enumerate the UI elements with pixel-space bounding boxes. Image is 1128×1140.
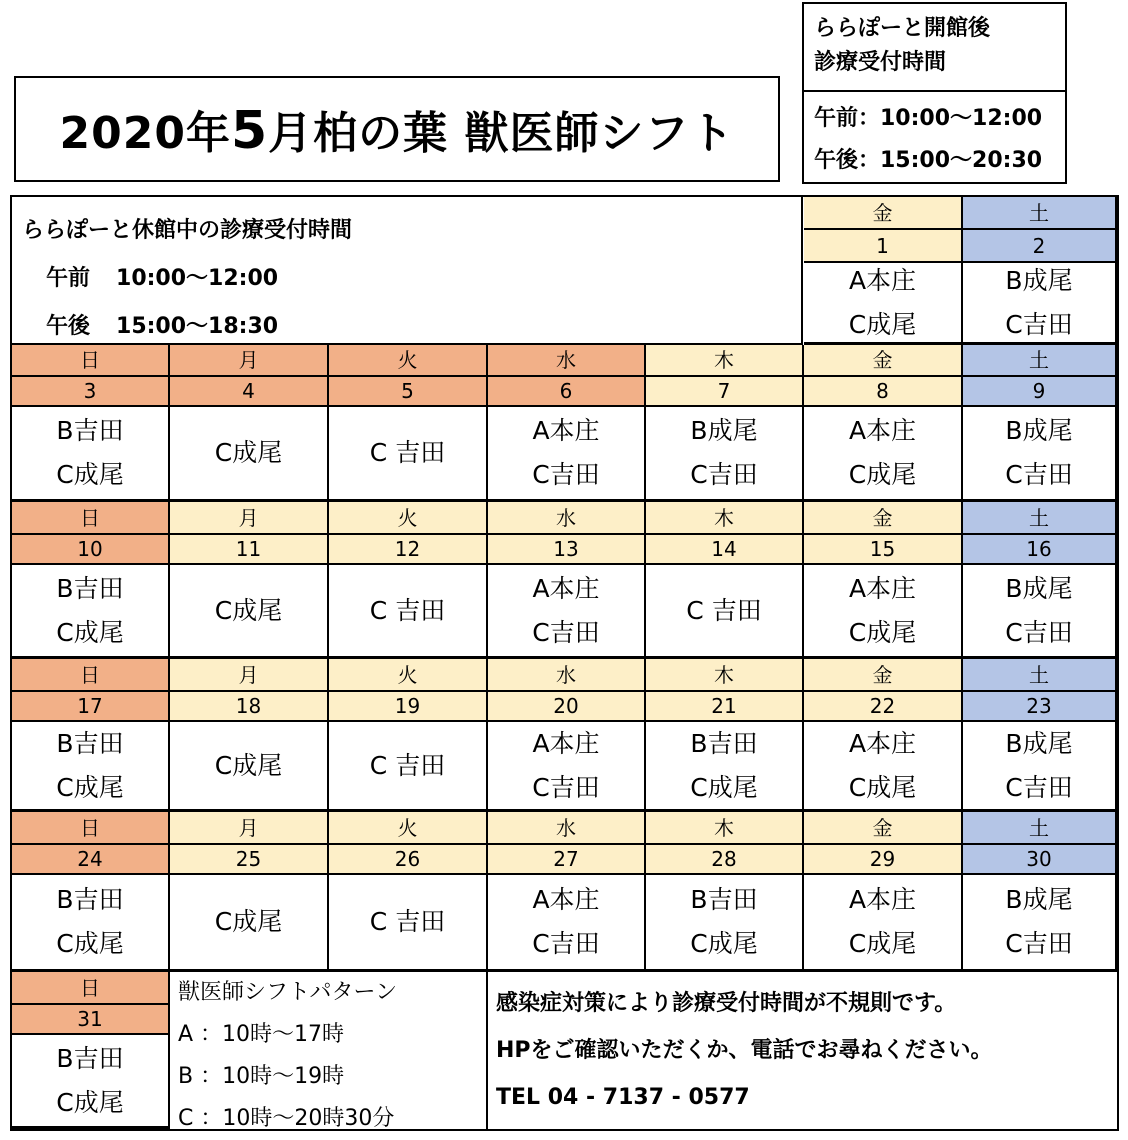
date-number: 13 xyxy=(488,535,646,565)
shift-vet: B成尾 xyxy=(1005,265,1073,295)
shift-cell xyxy=(804,263,963,345)
shift-cell xyxy=(170,722,329,812)
shift-vet: A本庄 xyxy=(848,265,917,295)
weekday-header: 金 xyxy=(804,197,963,230)
date-number: 6 xyxy=(488,377,646,407)
date-number: 21 xyxy=(646,692,804,722)
weekday-header: 日 xyxy=(12,345,170,377)
shift-cell xyxy=(646,722,804,812)
shift-vet: B吉田 xyxy=(56,416,124,445)
closed-hours-am-label: 午前 xyxy=(46,266,91,291)
shift-vet: A本庄 xyxy=(848,728,917,758)
open-hours-heading-line1: ららぽーと開館後 xyxy=(814,16,991,41)
shift-vet: C吉田 xyxy=(532,772,600,802)
shift-vet: C吉田 xyxy=(532,460,600,489)
weekday-header: 土 xyxy=(963,812,1117,845)
weekday-header: 火 xyxy=(329,659,488,692)
shift-pattern-panel xyxy=(170,972,488,1129)
open-hours-pm: 午後：15:00〜20:30 xyxy=(814,148,1043,173)
shift-cell xyxy=(804,565,963,659)
notice-tel: TEL 04 - 7137 - 0577 xyxy=(496,1085,750,1110)
weekday-header: 火 xyxy=(329,812,488,845)
shift-vet: C成尾 xyxy=(56,929,124,958)
open-hours-heading-line2: 診療受付時間 xyxy=(814,50,947,75)
closed-hours-pm-label: 午後 xyxy=(46,314,91,339)
shift-cell xyxy=(804,722,963,812)
shift-cell xyxy=(12,722,170,812)
open-hours-am: 午前：10:00〜12:00 xyxy=(814,106,1043,131)
closed-hours-am-row xyxy=(22,255,801,303)
shift-vet: C成尾 xyxy=(848,772,917,802)
date-number: 20 xyxy=(488,692,646,722)
shift-vet: B成尾 xyxy=(690,416,758,445)
title-month: 5 xyxy=(230,101,269,161)
weekday-header: 月 xyxy=(170,502,329,535)
shift-vet: B成尾 xyxy=(1005,885,1073,914)
shift-vet: C 吉田 xyxy=(369,750,446,780)
shift-vet: B吉田 xyxy=(690,728,758,758)
date-number: 10 xyxy=(12,535,170,565)
shift-vet: C 吉田 xyxy=(369,907,446,936)
weekday-header: 日 xyxy=(12,812,170,845)
shift-cell xyxy=(963,263,1117,345)
shift-vet: C成尾 xyxy=(56,460,124,489)
weekday-header: 金 xyxy=(804,345,963,377)
shift-cell xyxy=(804,875,963,972)
date-number: 8 xyxy=(804,377,963,407)
weekday-header: 水 xyxy=(488,812,646,845)
weekday-header: 月 xyxy=(170,812,329,845)
notice-panel xyxy=(488,972,1117,1129)
notice-line2: HPをご確認いただくか、電話でお尋ねください。 xyxy=(496,1038,993,1063)
shift-vet: C成尾 xyxy=(214,595,283,625)
shift-vet: C成尾 xyxy=(848,460,917,489)
shift-cell xyxy=(963,407,1117,502)
date-number: 26 xyxy=(329,845,488,875)
weekday-header: 土 xyxy=(963,502,1117,535)
weekday-header: 火 xyxy=(329,345,488,377)
closed-hours-pm-time: 15:00〜18:30 xyxy=(116,314,279,339)
weekday-header: 金 xyxy=(804,659,963,692)
shift-vet: B吉田 xyxy=(56,728,124,758)
weekday-header: 月 xyxy=(170,345,329,377)
weekday-header: 土 xyxy=(963,345,1117,377)
shift-vet: C 吉田 xyxy=(686,595,762,625)
shift-vet: C 吉田 xyxy=(369,595,446,625)
closed-hours-pm-row xyxy=(22,303,801,351)
shift-vet: C成尾 xyxy=(690,929,758,958)
weekday-header: 土 xyxy=(963,659,1117,692)
title-box xyxy=(14,76,780,182)
shift-vet: B成尾 xyxy=(1005,573,1073,603)
closed-hours-heading: ららぽーと休館中の診療受付時間 xyxy=(22,218,353,243)
shift-vet: C成尾 xyxy=(56,617,124,647)
shift-cell xyxy=(646,875,804,972)
shift-vet: C 吉田 xyxy=(369,438,446,467)
shift-cell xyxy=(170,875,329,972)
shift-cell xyxy=(329,407,488,502)
open-hours-times xyxy=(804,92,1065,182)
shift-cell xyxy=(170,407,329,502)
shift-vet: B成尾 xyxy=(1005,416,1073,445)
open-hours-box xyxy=(802,2,1067,184)
date-number: 29 xyxy=(804,845,963,875)
date-number: 24 xyxy=(12,845,170,875)
shift-vet: C吉田 xyxy=(1005,772,1073,802)
date-number: 23 xyxy=(963,692,1117,722)
shift-cell xyxy=(488,722,646,812)
weekday-header: 日 xyxy=(12,659,170,692)
date-number: 2 xyxy=(963,230,1117,263)
shift-vet: C吉田 xyxy=(1005,617,1073,647)
weekday-header: 水 xyxy=(488,502,646,535)
shift-vet: B吉田 xyxy=(56,1043,124,1073)
date-number: 22 xyxy=(804,692,963,722)
date-number: 9 xyxy=(963,377,1117,407)
date-number: 31 xyxy=(12,1005,170,1035)
shift-vet: C成尾 xyxy=(848,617,917,647)
title-text: 月柏の葉 獣医師シフト xyxy=(268,108,735,159)
shift-vet: B成尾 xyxy=(1005,728,1073,758)
shift-cell xyxy=(12,407,170,502)
shift-vet: C吉田 xyxy=(532,929,600,958)
shift-cell xyxy=(12,1035,170,1129)
shift-cell xyxy=(329,875,488,972)
date-number: 16 xyxy=(963,535,1117,565)
shift-vet: A本庄 xyxy=(848,885,917,914)
weekday-header: 木 xyxy=(646,659,804,692)
shift-vet: C吉田 xyxy=(1005,929,1073,958)
shift-pattern-a: A ：10時〜17時 xyxy=(178,1022,345,1047)
date-number: 4 xyxy=(170,377,329,407)
weekday-header: 木 xyxy=(646,502,804,535)
date-number: 27 xyxy=(488,845,646,875)
shift-cell xyxy=(488,565,646,659)
date-number: 15 xyxy=(804,535,963,565)
shift-vet: A本庄 xyxy=(848,416,917,445)
date-number: 5 xyxy=(329,377,488,407)
weekday-header: 金 xyxy=(804,812,963,845)
shift-cell xyxy=(963,875,1117,972)
shift-cell xyxy=(12,565,170,659)
page-title xyxy=(60,97,735,161)
date-number: 12 xyxy=(329,535,488,565)
shift-vet: C成尾 xyxy=(848,309,917,339)
shift-cell xyxy=(170,565,329,659)
shift-pattern-c: C ：10時〜20時30分 xyxy=(178,1106,395,1131)
shift-vet: C成尾 xyxy=(848,929,917,958)
shift-vet: A本庄 xyxy=(532,416,600,445)
shift-vet: B吉田 xyxy=(56,573,124,603)
shift-pattern-b: B ：10時〜19時 xyxy=(178,1064,345,1089)
shift-cell xyxy=(329,722,488,812)
shift-vet: C成尾 xyxy=(56,772,124,802)
weekday-header: 水 xyxy=(488,345,646,377)
title-year: 2020年 xyxy=(59,108,231,159)
date-number: 17 xyxy=(12,692,170,722)
weekday-header: 日 xyxy=(12,972,170,1005)
shift-vet: C成尾 xyxy=(56,1087,124,1117)
date-number: 14 xyxy=(646,535,804,565)
shift-vet: C成尾 xyxy=(214,907,283,936)
shift-vet: B吉田 xyxy=(690,885,758,914)
weekday-header: 木 xyxy=(646,345,804,377)
shift-vet: B吉田 xyxy=(56,885,124,914)
date-number: 18 xyxy=(170,692,329,722)
open-hours-heading xyxy=(804,4,1065,92)
shift-cell xyxy=(12,875,170,972)
date-number: 11 xyxy=(170,535,329,565)
shift-vet: C吉田 xyxy=(690,460,758,489)
date-number: 30 xyxy=(963,845,1117,875)
weekday-header: 月 xyxy=(170,659,329,692)
closed-hours-am-time: 10:00〜12:00 xyxy=(116,266,279,291)
shift-vet: C吉田 xyxy=(1005,460,1073,489)
weekday-header: 日 xyxy=(12,502,170,535)
shift-vet: A本庄 xyxy=(532,885,600,914)
weekday-header: 土 xyxy=(963,197,1117,230)
date-number: 25 xyxy=(170,845,329,875)
date-number: 3 xyxy=(12,377,170,407)
shift-vet: A本庄 xyxy=(532,573,600,603)
shift-vet: C成尾 xyxy=(214,750,283,780)
shift-cell xyxy=(488,407,646,502)
shift-cell xyxy=(804,407,963,502)
date-number: 7 xyxy=(646,377,804,407)
shift-vet: A本庄 xyxy=(532,728,600,758)
weekday-header: 金 xyxy=(804,502,963,535)
shift-vet: C吉田 xyxy=(1005,309,1073,339)
date-number: 28 xyxy=(646,845,804,875)
shift-vet: C成尾 xyxy=(690,772,758,802)
shift-cell xyxy=(329,565,488,659)
date-number: 19 xyxy=(329,692,488,722)
shift-cell xyxy=(488,875,646,972)
weekday-header: 木 xyxy=(646,812,804,845)
shift-cell xyxy=(646,565,804,659)
closed-hours-panel xyxy=(12,197,803,345)
weekday-header: 火 xyxy=(329,502,488,535)
shift-cell xyxy=(646,407,804,502)
shift-cell xyxy=(963,565,1117,659)
weekday-header: 水 xyxy=(488,659,646,692)
shift-pattern-heading: 獣医師シフトパターン xyxy=(178,980,398,1005)
notice-line1: 感染症対策により診療受付時間が不規則です。 xyxy=(496,991,957,1016)
shift-vet: C成尾 xyxy=(214,438,283,467)
shift-cell xyxy=(963,722,1117,812)
shift-calendar xyxy=(10,195,1119,1131)
shift-vet: A本庄 xyxy=(848,573,917,603)
shift-vet: C吉田 xyxy=(532,617,600,647)
date-number: 1 xyxy=(804,230,963,263)
